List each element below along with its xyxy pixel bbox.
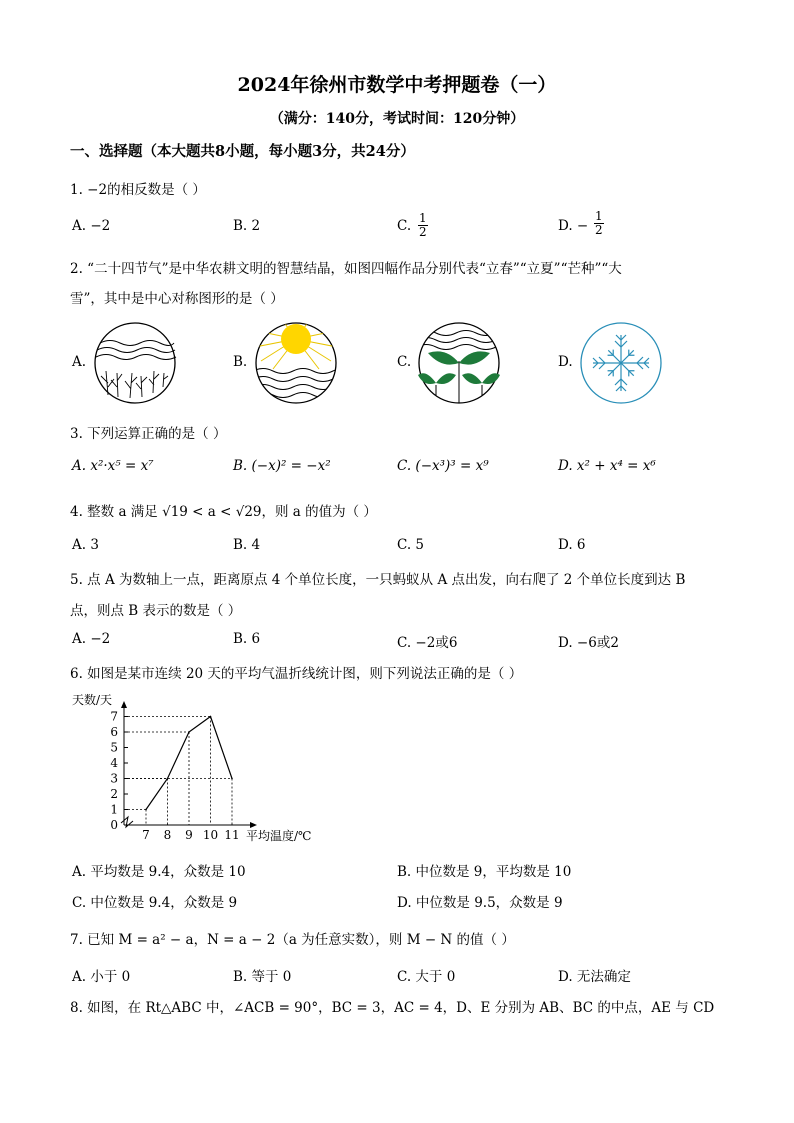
q2-label-a: A. bbox=[72, 354, 87, 370]
x-tick-label: 8 bbox=[163, 828, 172, 842]
y-tick-label: 5 bbox=[110, 740, 118, 755]
chart-xlabel: 平均温度/℃ bbox=[246, 829, 312, 843]
q2-label-c: C. bbox=[397, 354, 412, 370]
series-line bbox=[146, 717, 232, 810]
q3-option-a: A. x²·x⁵ = x⁷ bbox=[72, 458, 154, 474]
x-tick-label: 10 bbox=[202, 828, 219, 842]
data-point bbox=[210, 716, 212, 718]
y-tick-label: 0 bbox=[110, 818, 118, 832]
y-tick-label: 1 bbox=[110, 802, 118, 817]
data-point bbox=[231, 778, 233, 780]
y-axis-arrow bbox=[121, 701, 127, 708]
y-tick-label: 6 bbox=[110, 725, 118, 739]
page-title: 2024年徐州市数学中考押题卷（一） bbox=[237, 74, 557, 96]
x-axis-arrow bbox=[250, 822, 257, 828]
q2-stem-line2: 雪”，其中是中心对称图形的是（ ） bbox=[70, 291, 284, 307]
q4-option-c: C. 5 bbox=[397, 537, 425, 553]
q3-option-c: C. (−x³)³ = x⁹ bbox=[397, 458, 489, 474]
q3-option-b: B. (−x)² = −x² bbox=[233, 458, 331, 474]
fraction-denominator: 2 bbox=[419, 225, 427, 239]
y-tick-label: 3 bbox=[110, 771, 118, 786]
q7-option-d: D. 无法确定 bbox=[558, 969, 631, 985]
page-subtitle: （满分：140分，考试时间：120分钟） bbox=[269, 111, 525, 127]
q7-option-a: A. 小于 0 bbox=[72, 969, 131, 985]
q4-stem: 4. 整数 a 满足 √19 < a < √29，则 a 的值为（ ） bbox=[70, 504, 377, 520]
q8-stem: 8. 如图，在 Rt△ABC 中，∠ACB = 90°，BC = 3，AC = 4，D、E 分别为 AB、BC 的中点，AE 与 CD bbox=[70, 1000, 715, 1016]
q5-option-d: D. −6或2 bbox=[558, 635, 619, 651]
chart-ylabel: 天数/天 bbox=[72, 693, 113, 707]
q2-stem-line1: 2. “二十四节气”是中华农耕文明的智慧结晶，如图四幅作品分别代表“立春”“立夏”“芒种”“大 bbox=[70, 261, 622, 277]
fraction-numerator: 1 bbox=[595, 209, 603, 223]
q2-label-d: D. bbox=[558, 354, 573, 370]
q3-option-d: D. x² + x⁴ = x⁶ bbox=[558, 458, 656, 474]
data-point bbox=[145, 809, 147, 811]
q7-option-b: B. 等于 0 bbox=[233, 969, 292, 985]
fraction-denominator: 2 bbox=[595, 223, 603, 237]
q2-label-b: B. bbox=[233, 354, 248, 370]
q5-stem-line2: 点，则点 B 表示的数是（ ） bbox=[70, 603, 242, 619]
q1-option-d-fraction bbox=[594, 210, 604, 237]
temperature-line-chart bbox=[68, 688, 338, 848]
q4-option-a: A. 3 bbox=[72, 537, 99, 553]
q7-stem: 7. 已知 M = a² − a，N = a − 2（a 为任意实数），则 M − N 的值（ ） bbox=[70, 932, 515, 948]
y-tick-label: 4 bbox=[110, 756, 118, 770]
solar-term-lixia-icon bbox=[253, 321, 339, 405]
q1-option-a: A. −2 bbox=[72, 218, 111, 234]
data-point bbox=[188, 731, 190, 733]
q6-stem: 6. 如图是某市连续 20 天的平均气温折线统计图，则下列说法正确的是（ ） bbox=[70, 666, 523, 682]
data-point bbox=[167, 778, 169, 780]
chart-y-ticks bbox=[110, 710, 128, 833]
x-tick-label: 7 bbox=[142, 828, 150, 842]
q5-option-c: C. −2或6 bbox=[397, 635, 458, 651]
q1-option-c-fraction bbox=[418, 212, 428, 239]
q5-option-b: B. 6 bbox=[233, 631, 261, 647]
q1-stem: 1. −2的相反数是（ ） bbox=[70, 182, 206, 198]
y-tick-label: 2 bbox=[110, 787, 118, 801]
q6-option-b: B. 中位数是 9，平均数是 10 bbox=[397, 864, 572, 880]
solar-term-daxue-icon bbox=[578, 321, 664, 405]
q4-option-d: D. 6 bbox=[558, 537, 586, 553]
q1-option-b: B. 2 bbox=[233, 218, 261, 234]
q6-option-c: C. 中位数是 9.4，众数是 9 bbox=[72, 895, 238, 911]
fraction-numerator: 1 bbox=[419, 211, 427, 225]
q6-option-a: A. 平均数是 9.4，众数是 10 bbox=[72, 864, 246, 880]
section-heading: 一、选择题（本大题共8小题，每小题3分，共24分） bbox=[70, 143, 415, 160]
q1-option-c: C. bbox=[397, 218, 412, 234]
solar-term-mangzhong-icon bbox=[416, 321, 502, 405]
chart-x-ticks bbox=[142, 828, 239, 842]
q1-option-d: D. − bbox=[558, 218, 589, 234]
y-tick-label: 7 bbox=[110, 709, 118, 724]
x-tick-label: 9 bbox=[185, 828, 193, 842]
x-tick-label: 11 bbox=[224, 828, 240, 842]
q6-option-d: D. 中位数是 9.5，众数是 9 bbox=[397, 895, 563, 911]
solar-term-lichun-icon bbox=[92, 321, 178, 405]
q7-option-c: C. 大于 0 bbox=[397, 969, 456, 985]
q5-option-a: A. −2 bbox=[72, 631, 111, 647]
q4-option-b: B. 4 bbox=[233, 537, 261, 553]
q5-stem-line1: 5. 点 A 为数轴上一点，距离原点 4 个单位长度，一只蚂蚁从 A 点出发，向右爬了 2 个单位长度到达 B bbox=[70, 572, 686, 588]
q3-stem: 3. 下列运算正确的是（ ） bbox=[70, 426, 227, 442]
